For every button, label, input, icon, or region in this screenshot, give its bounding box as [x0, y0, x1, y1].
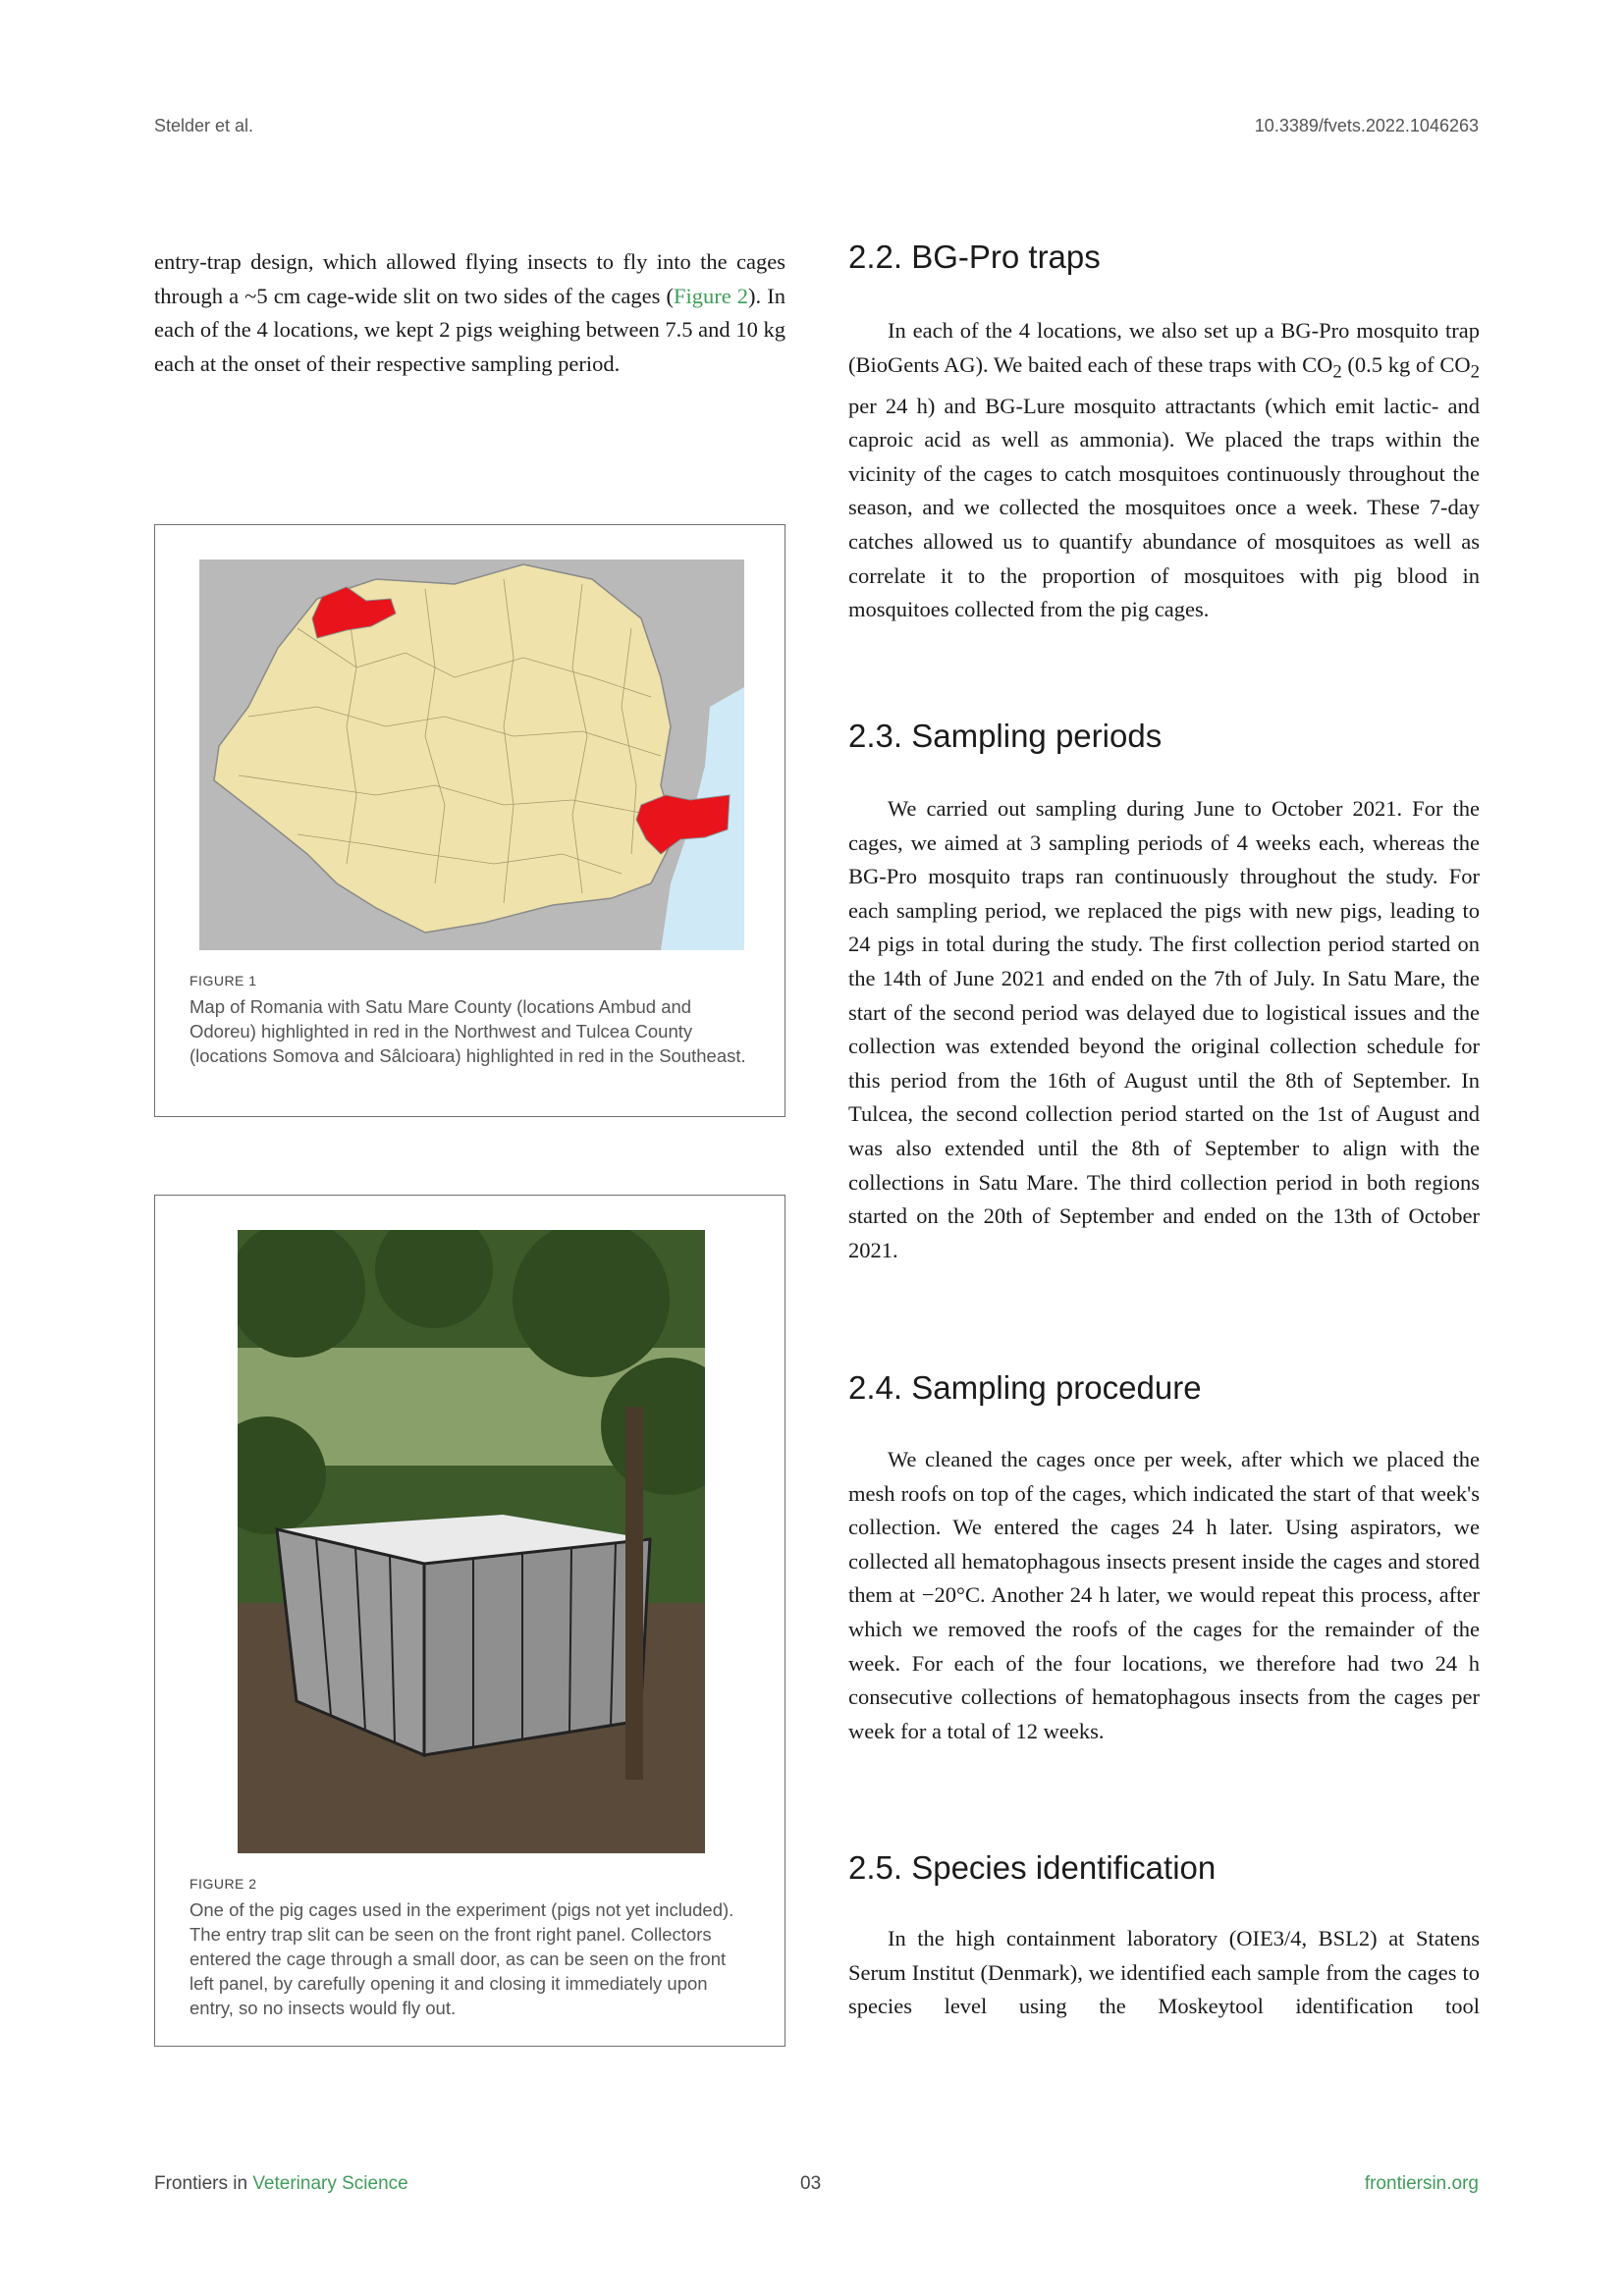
romania-map [199, 560, 744, 950]
co2-subscript-1: 2 [1332, 361, 1342, 383]
section-2-4-paragraph: We cleaned the cages once per week, after which we placed the mesh roofs on top of the cages, which indicated the start of that week's collection. We entered the cages 24 h later. Using aspirators, we collected all hematophagous insects present inside the cages and stored them at −20°C. Another 24 h later, we would repeat this process, after which we removed the roofs of the cages for the remainder of the week. For each of the four locations, we therefore had two 24 h consecutive collections of hematophagous insects from the cages per week for a total of 12 weeks. [848, 1447, 1480, 1743]
co2-subscript-2: 2 [1470, 361, 1480, 383]
section-2-2-body [848, 314, 1480, 627]
section-2-5-body [848, 1922, 1480, 2024]
section-2-2-title: 2.2. BG-Pro traps [848, 239, 1101, 275]
footer-journal-prefix: Frontiers in [154, 2173, 253, 2194]
cage-right-panel [424, 1539, 650, 1755]
intro-text-1: entry-trap design, which allowed flying insects to fly into the cages through a ~5 cm cage-wide slit on two sides of the cages ( [154, 249, 785, 308]
section-2-4-title: 2.4. Sampling procedure [848, 1369, 1202, 1406]
section-2-4 [848, 1369, 1480, 1407]
figure-2-caption: One of the pig cages used in the experiment (pigs not yet included). The entry trap slit can be seen on the front right panel. Collectors entered the cage through a small door, as can be seen on the front left panel, by carefully opening it and closing it immediately upon entry, so no insects would fly out. [189, 1899, 734, 2018]
s22-text-c: per 24 h) and BG-Lure mosquito attractants (which emit lactic- and caproic acid as well as ammonia). We placed the traps within the vicinity of the cages to catch mosquitoes continuously throughout the season, and we collected the mosquitoes once a week. These 7-day catches allowed us to quantify abundance of mosquitoes as well as correlate it to the proportion of mosquitoes with pig blood in mosquitoes collected from the pig cages. [848, 393, 1480, 622]
footer-journal-name: Veterinary Science [252, 2173, 408, 2194]
running-header-authors: Stelder et al. [154, 116, 254, 135]
s22-text-b: (0.5 kg of CO [1341, 351, 1471, 377]
section-2-3 [848, 718, 1480, 755]
footer-journal [154, 2173, 408, 2195]
footer-site-link[interactable]: frontiersin.org [1364, 2173, 1479, 2194]
section-2-5-title: 2.5. Species identification [848, 1849, 1217, 1886]
figure-2-label: FIGURE 2 [189, 1876, 257, 1892]
section-2-3-paragraph: We carried out sampling during June to October 2021. For the cages, we aimed at 3 sampling periods of 4 weeks each, whereas the BG-Pro mosquito traps ran continuously throughout the study. For each sampling period, we replaced the pigs with new pigs, leading to 24 pigs in total during the study. The first collection period started on the 14th of June 2021 and ended on the 7th of July. In Satu Mare, the start of the second period was delayed due to logistical issues and the collection was extended beyond the original collection schedule for this period from the 16th of August until the 8th of September. In Tulcea, the second collection period started on the 1st of August and was also extended until the 8th of September to align with the collections in Satu Mare. The third collection period in both regions started on the 20th of September and ended on the 13th of October 2021. [848, 796, 1480, 1262]
figure-1-caption: Map of Romania with Satu Mare County (locations Ambud and Odoreu) highlighted in red in the Northwest and Tulcea County (locations Somova and Sâlcioara) highlighted in red in the Southeast. [189, 996, 746, 1066]
figure-1-label: FIGURE 1 [189, 973, 257, 988]
intro-paragraph [154, 245, 785, 381]
section-2-5 [848, 1849, 1480, 1887]
left-intro-block [154, 245, 785, 381]
section-2-2 [848, 239, 1480, 276]
running-header-doi: 10.3389/fvets.2022.1046263 [1254, 116, 1479, 135]
figure-2-box [154, 1195, 785, 2047]
footer-page-number: 03 [800, 2173, 822, 2194]
s22-text-a: In each of the 4 locations, we also set up a BG-Pro mosquito trap (BioGents AG). We baited each of these traps with CO [848, 318, 1480, 377]
figure-1-box [154, 524, 785, 1117]
intro-text-2: ). In each of the 4 locations, we kept 2 pigs weighing between 7.5 and 10 kg each at the onset of their respective sampling period. [154, 283, 785, 376]
tree-trunk [625, 1407, 643, 1780]
section-2-3-body [848, 792, 1480, 1267]
pig-cage-photo [238, 1230, 705, 1853]
section-2-4-body [848, 1443, 1480, 1748]
section-2-3-title: 2.3. Sampling periods [848, 718, 1163, 754]
figure-2-link[interactable]: Figure 2 [673, 283, 749, 308]
section-2-2-paragraph [848, 314, 1480, 627]
section-2-5-paragraph: In the high containment laboratory (OIE3/4, BSL2) at Statens Serum Institut (Denmark), we identified each sample from the cages to species level using the Moskeytool identification tool [848, 1926, 1480, 2019]
